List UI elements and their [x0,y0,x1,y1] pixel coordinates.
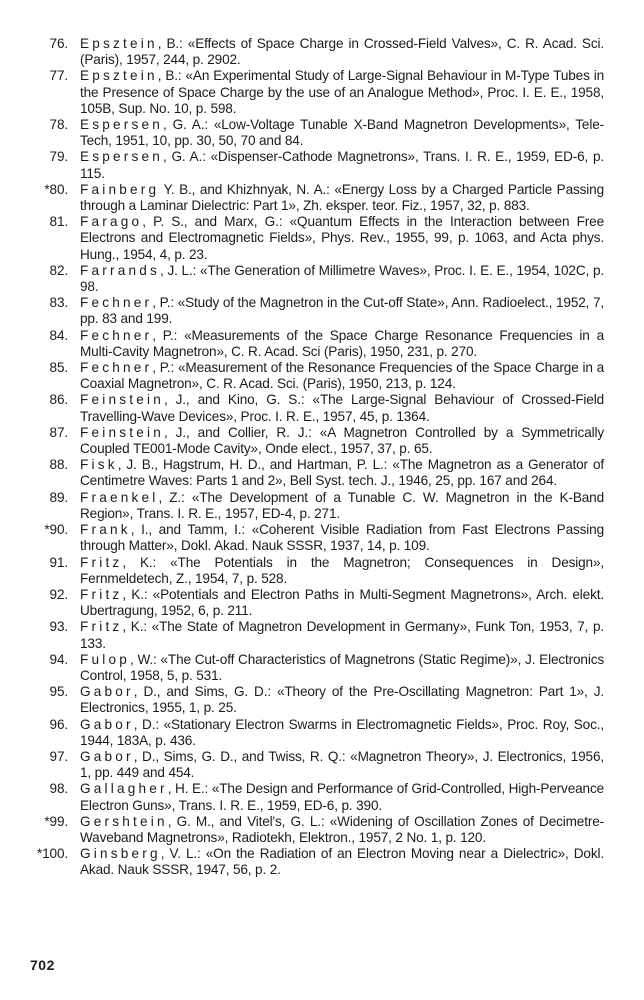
reference-list [18,36,604,879]
reference-item [18,68,604,117]
reference-text: , Z.: «The Development of a Tunable C. W. Magnetron in the K-Band Region», Trans. I. R. E., 1957, ED-4, p. 271. [80,489,604,521]
reference-author: Fainberg [80,181,160,197]
reference-author: Fisk [80,457,118,473]
reference-author: Fraenkel [80,489,159,505]
reference-text: , B.: «Effects of Space Charge in Crossed-Field Valves», C. R. Acad. Sci. (Paris), 1957, 244, p. 2902. [80,36,604,68]
reference-text: , K.: «The Potentials in the Magnetron; Consequences in Design», Fernmeldetech, Z., 1954, 7, p. 528. [80,554,604,586]
reference-item [18,781,604,813]
reference-item [18,263,604,295]
reference-item [18,684,604,716]
reference-number: 98. [49,781,68,797]
reference-item [18,295,604,327]
reference-number: 89. [49,489,68,505]
reference-number: 84. [49,327,68,343]
reference-number: 91. [49,554,68,570]
reference-item [18,749,604,781]
reference-text: , J. B., Hagstrum, H. D., and Hartman, P. L.: «The Magnetron as a Generator of Centimetre Waves: Parts 1 and 2», Bell Syst. tech. J., 1946, 25, pp. 167 and 264. [80,457,604,489]
reference-item [18,425,604,457]
reference-item [18,457,604,489]
reference-text: , J. L.: «The Generation of Millimetre Waves», Proc. I. E. E., 1954, 102C, p. 98. [80,262,604,295]
reference-author: Ginsberg [80,846,161,862]
reference-text: , K.: «Potentials and Electron Paths in Multi-Segment Magnetrons», Arch. elekt. Ubertragung, 1952, 6, p. 211. [80,586,604,619]
reference-author: Gabor [80,716,134,732]
reference-author: Feinstein [80,424,164,440]
reference-text: , H. E.: «The Design and Performance of Grid-Controlled, High-Perveance Electron Guns», Trans. I. R. E., 1959, ED-6, p. 390. [80,781,604,813]
reference-author: Epsztein [80,68,158,84]
reference-number: 82. [49,262,68,278]
reference-text: , J., and Kino, G. S.: «The Large-Signal Behaviour of Crossed-Field Travelling-Wave Devices», Proc. I. R. E., 1957, 45, p. 1364. [80,392,604,424]
reference-text: , P.: «Measurement of the Resonance Frequencies of the Space Charge in a Coaxial Magnetron», C. R. Acad. Sci. (Paris), 1950, 213, p. 124. [80,360,604,392]
reference-item [18,182,604,214]
reference-author: Farrands [80,262,160,278]
reference-author: Fritz [80,554,123,570]
reference-item [18,619,604,651]
reference-item [18,522,604,554]
reference-author: Frank [80,522,131,538]
reference-number: *99. [44,813,68,829]
reference-text: , V. L.: «On the Radiation of an Electron Moving near a Dielectric», Dokl. Akad. Nauk SSSR, 1947, 56, p. 2. [80,846,604,878]
reference-author: Farago [80,214,143,230]
reference-item [18,328,604,360]
reference-item [18,587,604,619]
reference-item [18,814,604,846]
reference-item [18,717,604,749]
reference-author: Fechner [80,327,153,343]
reference-item [18,652,604,684]
reference-number: 88. [49,457,68,473]
reference-number: 93. [49,619,68,635]
reference-number: 92. [49,586,68,602]
reference-author: Fritz [80,586,123,602]
reference-text: , D., Sims, G. D., and Twiss, R. Q.: «Magnetron Theory», J. Electronics, 1956, 1, pp. 449 and 454. [80,748,604,781]
reference-author: Fritz [80,619,123,635]
reference-text: , D., and Sims, G. D.: «Theory of the Pre-Oscillating Magnetron: Part 1», J. Electronics, 1955, 1, p. 25. [80,684,604,716]
reference-number: 85. [49,360,68,376]
reference-item [18,846,604,878]
page-number: 702 [30,957,55,973]
reference-number: 79. [49,149,68,165]
reference-text: , B.: «An Experimental Study of Large-Signal Behaviour in M-Type Tubes in the Presence of Space Charge by the use of an Analogue Method», Proc. I. E. E., 1958, 105B, Sup. No. 10, p. 598. [80,68,604,116]
reference-author: Gallagher [80,781,168,797]
reference-number: 86. [49,392,68,408]
reference-author: Espersen [80,117,164,133]
reference-text: , P.: «Study of the Magnetron in the Cut-off State», Ann. Radioelect., 1952, 7, pp. 83 and 199. [80,295,604,327]
reference-author: Gabor [80,748,134,764]
reference-author: Epsztein [80,36,158,51]
reference-text: Y. B., and Khizhnyak, N. A.: «Energy Loss by a Charged Particle Passing through a Laminar Dielectric: Part 1», Zh. eksper. teor. Fiz., 1957, 32, p. 883. [80,181,604,214]
reference-text: , P. S., and Marx, G.: «Quantum Effects in the Interaction between Free Electrons and Electromagnetic Fields», Phys. Rev., 1955, 99, p. 1063, and Acta phys. Hung., 1954, 4, p. 23. [80,214,604,262]
reference-text: , P.: «Measurements of the Space Charge Resonance Frequencies in a Multi-Cavity Magnetron», C. R. Acad. Sci (Paris), 1950, 231, p. 270. [80,327,604,359]
reference-author: Gershtein [80,813,168,829]
reference-item [18,392,604,424]
reference-number: 77. [49,68,68,84]
reference-number: 81. [49,214,68,230]
reference-item [18,117,604,149]
reference-text: , W.: «The Cut-off Characteristics of Magnetrons (Static Regime)», J. Electronics Control, 1958, 5, p. 531. [80,651,604,683]
reference-text: , I., and Tamm, I.: «Coherent Visible Radiation from Fast Electrons Passing through Matter», Dokl. Akad. Nauk SSSR, 1937, 14, p. 109. [80,522,604,554]
reference-item [18,490,604,522]
reference-author: Gabor [80,684,134,700]
reference-text: , J., and Collier, R. J.: «A Magnetron Controlled by a Symmetrically Coupled TE001-Mode Cavity», Onde elect., 1957, 37, p. 65. [80,424,604,457]
reference-text: , K.: «The State of Magnetron Development in Germany», Funk Ton, 1953, 7, p. 133. [80,619,604,651]
reference-author: Fulop [80,651,131,667]
reference-text: , G. M., and Vitel's, G. L.: «Widening of Oscillation Zones of Decimetre-Waveband Magnetrons», Radiotekh, Elektron., 1957, 2 No. 1, p. 120. [80,813,604,845]
reference-text: , D.: «Stationary Electron Swarms in Electromagnetic Fields», Proc. Roy, Soc., 1944, 183A, p. 436. [80,716,604,748]
reference-author: Espersen [80,149,164,165]
reference-item [18,360,604,392]
reference-number: 94. [49,651,68,667]
reference-number: *100. [37,846,68,862]
reference-number: 95. [49,684,68,700]
reference-number: 87. [49,424,68,440]
reference-author: Feinstein [80,392,164,408]
reference-number: *90. [44,522,68,538]
reference-author: Fechner [80,360,153,376]
reference-item [18,36,604,68]
reference-number: 96. [49,716,68,732]
reference-number: 78. [49,117,68,133]
reference-author: Fechner [80,295,153,311]
reference-text: , G. A.: «Dispenser-Cathode Magnetrons», Trans. I. R. E., 1959, ED-6, p. 115. [80,149,604,181]
reference-number: 97. [49,748,68,764]
reference-text: , G. A.: «Low-Voltage Tunable X-Band Magnetron Developments», Tele-Tech, 1951, 10, pp. 30, 50, 70 and 84. [80,117,604,149]
reference-number: 83. [49,295,68,311]
reference-item [18,149,604,181]
reference-item [18,555,604,587]
reference-number: *80. [44,181,68,197]
reference-item [18,214,604,263]
reference-number: 76. [49,36,68,51]
